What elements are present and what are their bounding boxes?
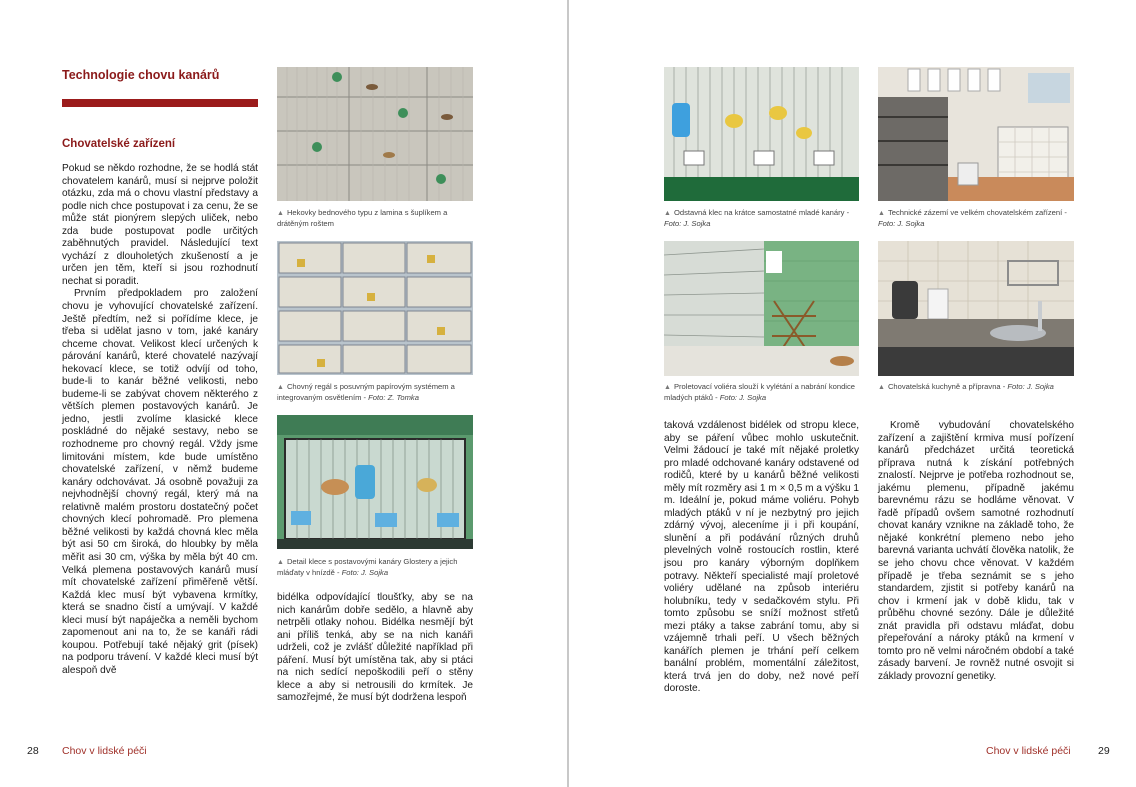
text-column-left-2 <box>277 592 473 705</box>
title-rule <box>62 99 258 107</box>
photo-caption: ▲ Odstavná klec na krátce samostatné mladé kanáry - Foto: J. Sojka <box>664 208 850 228</box>
text-column-right-2 <box>878 420 1074 683</box>
photo-caption: ▲ Proletovací voliéra slouží k vylétání a nabrání kondice mladých ptáků - Foto: J. Sojka <box>664 382 856 402</box>
caption-arrow-icon: ▲ <box>664 210 671 217</box>
photo-technical-room <box>878 67 1074 201</box>
page-number: 28 <box>27 745 39 757</box>
caption-arrow-icon: ▲ <box>277 384 284 391</box>
photo-kitchen <box>878 241 1074 376</box>
paragraph: Prvním předpokladem pro založení chovu je vyhovující chovatelské zařízení. Ještě předtím, než si pořídíme klece, je třeba si udělat jasno v tom, jaké kanáry chceme chovat. Velikost klecí určených k párování kanárů, které chovatelé nazývají hekovací klece, se totiž odvíjí od toho, bude-li to kanár běžné velikosti, nebo budeme-li se zabývat chovem některého z větších plemen postavových kanárů. Je jedno, jestli zvolíme klasické klece poskládné do nějaké sestavy, nebo se rozhodneme pro chovný regál. Vždy jsme limitováni místem, kde bude umístěno chovatelské zařízení, v němž budeme kanáry odchovávat. Já osobně považuji za nejvhodnější chovný regál, který má na relativně malém prostoru dostatečný počet chovných klecí pohromadě. Pro plemena běžné velikosti by každá chovná klec měla být asi 50 cm široká, do hloubky by měla měřit asi 30 cm, výška by měla být 40 cm. Velká plemena postavových kanárů musí mít chovatelské zařízení přiměřeně větší. Každá klec musí být vybavena krmítky, která se snadno čistí a umývají. V každé kleci musí být napáječka a neměli bychom zapomenout ani na to, že se kanáři rádi koupou. Potřebují také nějaký grit (písek) na podporu trávení. V každé kleci musí být alespoň dvě <box>62 288 258 676</box>
photo-weaning-cage <box>664 67 859 201</box>
page-number: 29 <box>1098 745 1110 757</box>
paragraph: bidélka odpovídající tloušťky, aby se na nich kanárům dobře sedělo, a hlavně aby netrpěli otlaky nohou. Bidélka nesmějí být ani příliš tenká, aby se na nich kanáři udrželi, což je zvlášť důležité například při páření. Musí být umístěna tak, aby si ptáci na nich sedící nepoškodili peří o stěny klece a aby si netrousili do krmítek. Je samozřejmé, že musí být dodržena lespoň <box>277 592 473 704</box>
photo-caption: ▲ Hekovky bednového typu z lamina s šuplíkem a drátěným roštem <box>277 208 448 228</box>
photo-caption: ▲ Detail klece s postavovými kanáry Glostery a jejich mláďaty v hnízdě - Foto: J. Sojka <box>277 557 458 577</box>
photo-cage-detail <box>277 415 473 549</box>
running-footer: Chov v lidské péči <box>62 745 147 757</box>
photo-caption: ▲ Technické zázemí ve velkém chovatelském zařízení - Foto: J. Sojka <box>878 208 1067 228</box>
paragraph: Kromě vybudování chovatelského zařízení a zajištění krmiva musí pořízení kanárů předcházet určitá teoretická příprava nutná k získání potřebných znalostí. Nejprve je potřeba rozhodnout se, jakému plemenu, případně jakému barevnému rázu se hodláme věnovat. V řadě případů ovšem samotné rozhodnutí chovat kanáry vznikne na základě toho, že nějaké konkrétní plemeno nebo jeho barevná varianta uchvátí člověka natolik, že se jeho chovu chce věnovat. V každém případě je třeba seznámit se s jeho standardem, zjistit si potřeby kanárů na chov i krmení jak v době klidu, tak v průběhu chovné sezóny. Dále je důležité znát pravidla při odstavu mláďat, dobu přepeřování a nároky ptáků na krmení v tomto pro ně velmi náročném období a také zásady barvení. Je rovněž nutné osvojit si základy provozní genetiky. <box>878 420 1074 682</box>
photo-flight-aviary <box>664 241 859 376</box>
left-page <box>0 0 567 787</box>
text-column-left-1 <box>62 163 258 677</box>
caption-arrow-icon: ▲ <box>277 210 284 217</box>
text-column-right-1 <box>664 420 859 696</box>
photo-caption: ▲ Chovatelská kuchyně a přípravna - Foto: J. Sojka <box>878 382 1054 391</box>
caption-arrow-icon: ▲ <box>878 210 885 217</box>
paragraph: Pokud se někdo rozhodne, že se hodlá stát chovatelem kanárů, musí si nejprve položit otázku, zda má o chovu vlastní představy a podle nich chce postupovat i za cenu, že se může stát pionýrem slepých uliček, nebo zda bude postupovat podle určitých zaběhnutých pravidel. Následující text vychází z dlouholetých zkušeností a je určen jen těm, kteří si jsou rozhodnutí nechat si poradit. <box>62 163 258 287</box>
caption-arrow-icon: ▲ <box>664 384 671 391</box>
photo-caption: ▲ Chovný regál s posuvným papírovým systémem a integrovaným osvětlením - Foto: Z. Tomka <box>277 382 455 402</box>
photo-breeding-cages <box>277 67 473 201</box>
section-heading: Chovatelské zařízení <box>62 138 176 150</box>
caption-arrow-icon: ▲ <box>277 559 284 566</box>
photo-breeding-rack <box>277 241 473 375</box>
right-page <box>569 0 1136 787</box>
chapter-title: Technologie chovu kanárů <box>62 68 220 82</box>
running-footer: Chov v lidské péči <box>986 745 1071 757</box>
paragraph: taková vzdálenost bidélek od stropu klece, aby se páření vůbec mohlo uskutečnit. Velmi žádoucí je také mít nějaké proletky pro mladé odchované kanáry odstavené od rodičů, které by u kanárů běžné velikosti měly mít rozměry asi 1 m × 0,5 m a výšku 1 m. Ideální je, pokud máme voliéru. Pohyb mladých ptáků v ní je nezbytný pro jejich zdárný vývoj, aleceníme ji i při koupání, slunění a při podávání různých druhů plevelných volně rostoucích rostlin, které jsou pro kanáry výborným doplňkem potravy. Někteří specialisté mají proletové voliéry udělané na způsob interiéru holubníku, tedy v sedačkovém stylu. Při tomto způsobu se sníží možnost střetů mezi ptáky a takse zabrání tomu, aby si vzájemně trhali peří. U všech běžných kanářích plemen je trhání peří celkem banální problém, momentální záležitost, která trvá jen do doby, než nové peří doroste. <box>664 420 859 695</box>
caption-arrow-icon: ▲ <box>878 384 885 391</box>
